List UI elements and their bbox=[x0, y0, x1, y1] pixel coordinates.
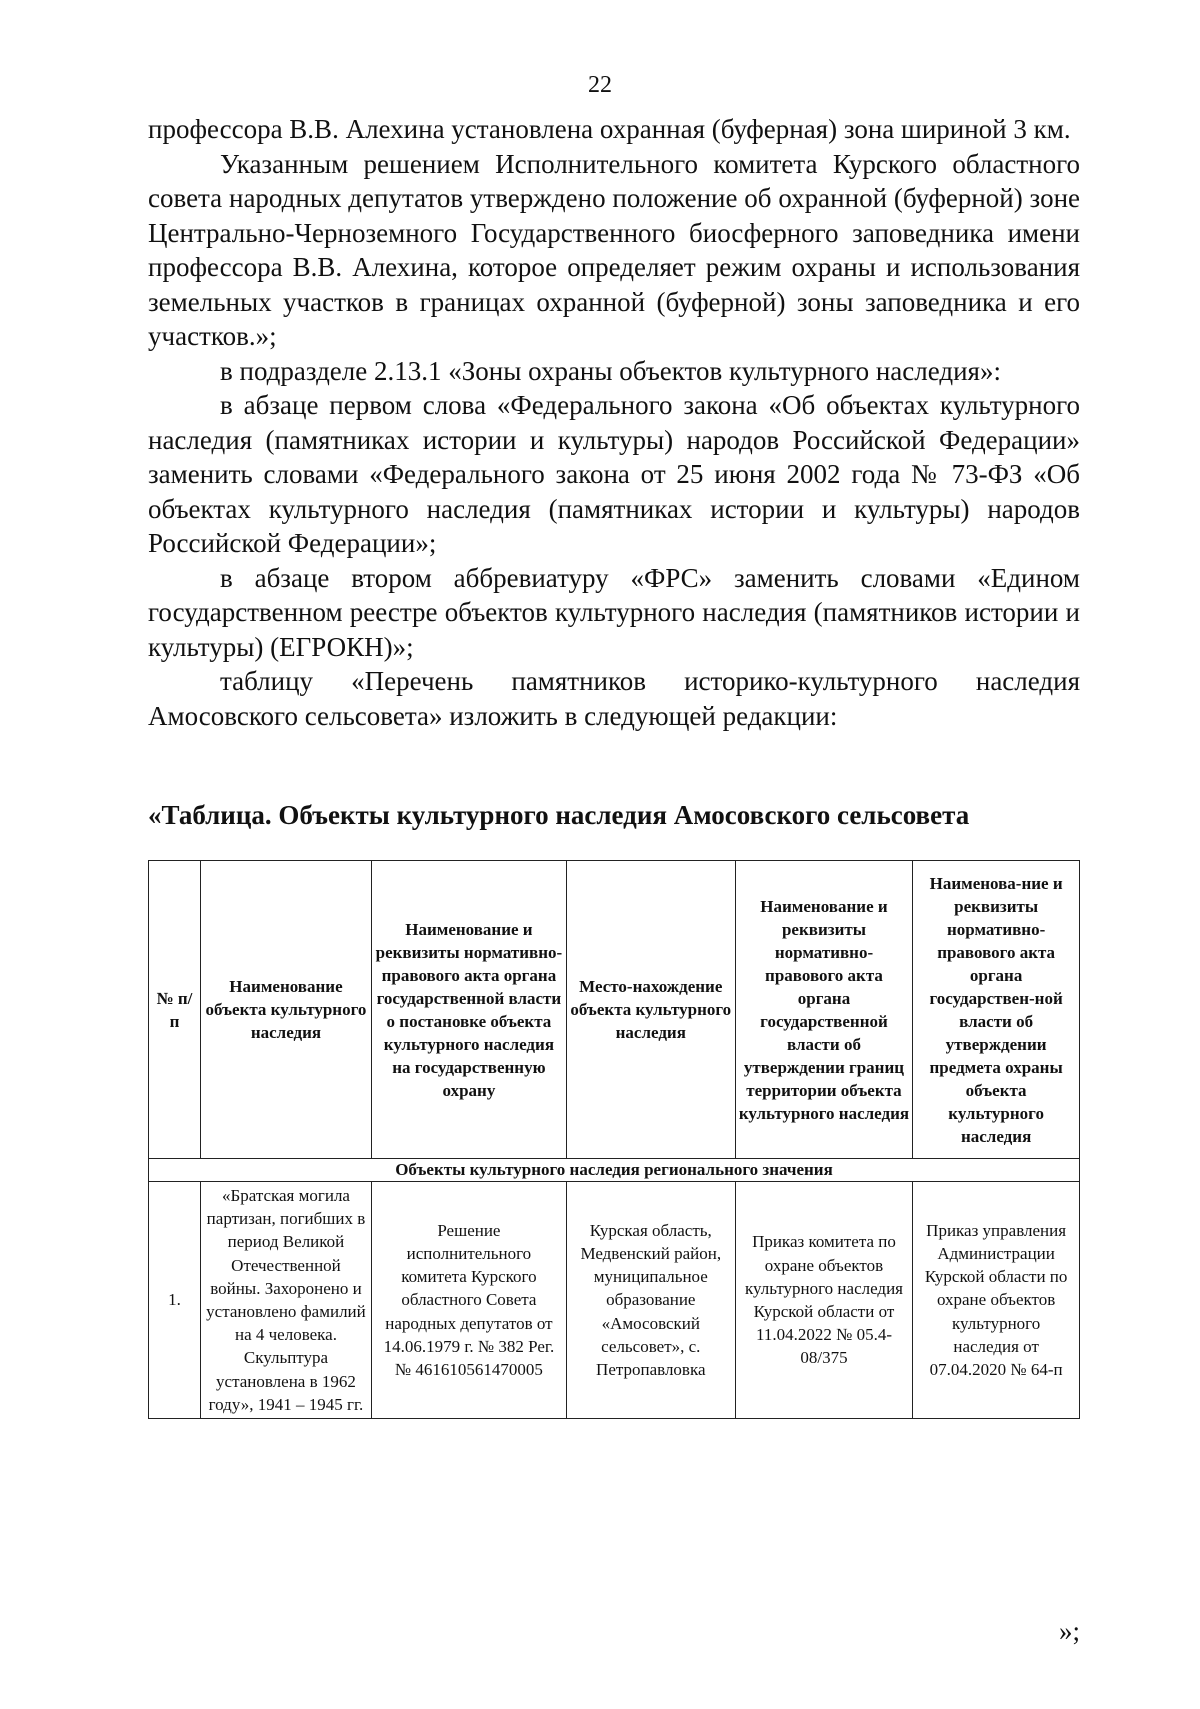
paragraph: в абзаце первом слова «Федерального закона «Об объектах культурного наследия (памятниках истории и культуры) народов Российской Федерации» заменить словами «Федерального закона от 25 июня 2002 года № 73-ФЗ «Об объектах культурного наследия (памятниках истории и культуры) народов Российской Федерации»; bbox=[148, 390, 1080, 558]
cell-number: 1. bbox=[149, 1182, 201, 1419]
cell-protection-act: Решение исполнительного комитета Курского областного Совета народных депутатов от 14.06.1979 г. № 382 Рег. № 461610561470005 bbox=[371, 1182, 566, 1419]
header-subject-act: Наименова-ние и реквизиты нормативно-правового акта органа государствен-ной власти об утверждении предмета охраны объекта культурного наследия bbox=[913, 861, 1080, 1159]
closing-mark: »; bbox=[1058, 1616, 1080, 1646]
paragraph: в подразделе 2.13.1 «Зоны охраны объектов культурного наследия»: bbox=[220, 355, 1001, 386]
page-number: 22 bbox=[588, 72, 612, 98]
paragraph: профессора В.В. Алехина установлена охранная (буферная) зона шириной 3 км. bbox=[148, 114, 1071, 144]
header-boundaries-act: Наименование и реквизиты нормативно-правового акта органа государственной власти об утверждении границ территории объекта культурного наследия bbox=[735, 861, 913, 1159]
paragraph: Указанным решением Исполнительного комитета Курского областного совета народных депутатов утверждено положение об охранной (буферной) зоне Центрально-Черноземного Государственного биосферного заповедника имени профессора В.В. Алехина, которое определяет режим охраны и использования земельных участков в границах охранной (буферной) зоны заповедника и его участков.»; bbox=[148, 148, 1080, 351]
cell-boundaries-act: Приказ комитета по охране объектов культурного наследия Курской области от 11.04.2022 № 05.4-08/375 bbox=[735, 1182, 913, 1419]
heritage-objects-table bbox=[148, 860, 1080, 1419]
table-section-row bbox=[149, 1159, 1080, 1182]
header-number: № п/п bbox=[149, 861, 201, 1159]
table-header-row bbox=[149, 861, 1080, 1159]
header-location: Место-нахождение объекта культурного наследия bbox=[566, 861, 735, 1159]
table-row bbox=[149, 1182, 1080, 1419]
paragraph: в абзаце втором аббревиатуру «ФРС» заменить словами «Едином государственном реестре объектов культурного наследия (памятников истории и культуры) (ЕГРОКН)»; bbox=[148, 562, 1080, 662]
cell-object-name: «Братская могила партизан, погибших в период Великой Отечественной войны. Захоронено и установлено фамилий на 4 человека. Скульптура установлена в 1962 году», 1941 – 1945 гг. bbox=[200, 1182, 371, 1419]
section-title: Объекты культурного наследия регионального значения bbox=[149, 1159, 1080, 1182]
cell-location: Курская область, Медвенский район, муниципальное образование «Амосовский сельсовет», с. Петропавловка bbox=[566, 1182, 735, 1419]
header-object-name: Наименование объекта культурного наследия bbox=[200, 861, 371, 1159]
header-protection-act: Наименование и реквизиты нормативно-правового акта органа государственной власти о постановке объекта культурного наследия на государственную охрану bbox=[371, 861, 566, 1159]
paragraph: таблицу «Перечень памятников историко-культурного наследия Амосовского сельсовета» изложить в следующей редакции: bbox=[148, 666, 1080, 731]
cell-subject-act: Приказ управления Администрации Курской области по охране объектов культурного наследия от 07.04.2020 № 64-п bbox=[913, 1182, 1080, 1419]
table-title: «Таблица. Объекты культурного наследия Амосовского сельсовета bbox=[148, 800, 970, 830]
body-text bbox=[148, 112, 1080, 733]
